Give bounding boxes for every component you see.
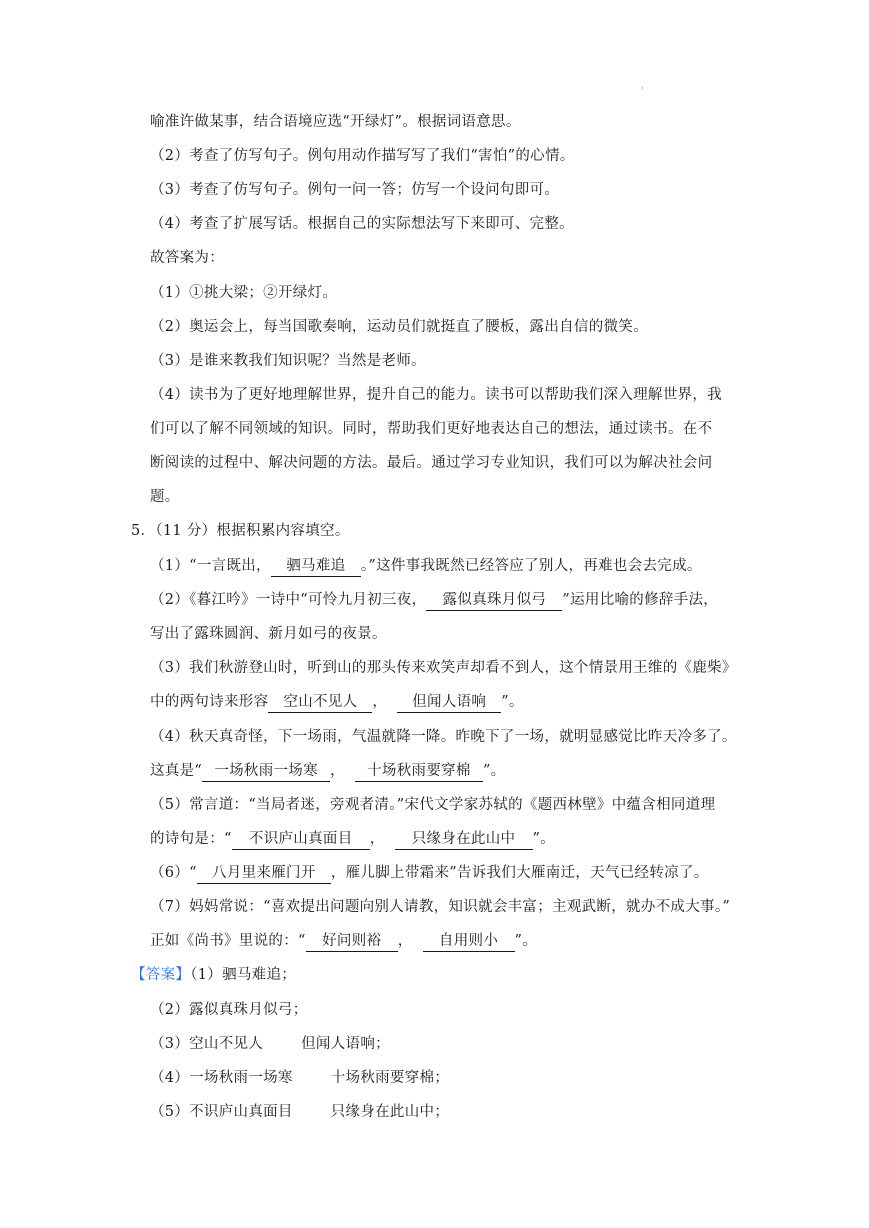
blank-answer: 驷马难追: [271, 557, 361, 577]
blank-answer: 空山不见人: [268, 693, 372, 713]
answer-5-1: 【答案】（1）驷马难追；: [131, 967, 297, 983]
analysis-line-0: 喻准许做某事，结合语境应选“开绿灯”。根据词语意思。: [150, 114, 521, 130]
q5-2: （2）《暮江吟》一诗中“可怜九月初三夜， 露似真珠月似弓 ”运用比喻的修辞手法，: [150, 590, 718, 611]
blank-answer: 只缘身在此山中: [395, 830, 533, 850]
q5-3: 中的两句诗来形容 空山不见人 ， 但闻人语响 ”。: [150, 692, 524, 713]
answer-4-3: （3）是谁来教我们知识呢？当然是老师。: [150, 353, 426, 369]
answer-4-1: （1）①挑大梁；②开绿灯。: [150, 285, 338, 301]
q5-4-line1: （4）秋天真奇怪，下一场雨，气温就降一降。昨晚下了一场，就明显感觉比昨天冷多了。: [150, 729, 737, 745]
analysis-line-1: （2）考查了仿写句子。例句用动作描写写了我们“害怕”的心情。: [150, 148, 575, 164]
q5-6: （6）“ 八月里来雁门开 ，雁儿脚上带霜来”告诉我们大雁南迁，天气已经转凉了。: [150, 863, 709, 884]
answer-5-4: （4）一场秋雨一场寒 十场秋雨要穿棉；: [150, 1070, 450, 1086]
answer-4-4-line4: 题。: [150, 489, 180, 505]
answer-tag: 【答案】: [131, 967, 191, 983]
header-mark: ·: [641, 84, 644, 93]
blank-answer: 自用则小: [423, 932, 515, 952]
analysis-line-3: （4）考查了扩展写话。根据自己的实际想法写下来即可、完整。: [150, 216, 574, 232]
q5-5-line1: （5）常言道：“当局者迷，旁观者清。”宋代文学家苏轼的《题西林壁》中蕴含相同道理: [150, 797, 716, 813]
q5-5: 的诗句是：“ 不识庐山真面目 ， 只缘身在此山中 ”。: [150, 829, 555, 850]
blank-answer: 但闻人语响: [397, 693, 501, 713]
q5-7: 正如《尚书》里说的：“ 好问则裕 ， 自用则小 ”。: [150, 931, 537, 952]
answer-4-4-line2: 们可以了解不同领域的知识。同时，帮助我们更好地表达自己的想法，通过读书。在不: [150, 421, 713, 437]
answer-4-4-line3: 断阅读的过程中、解决问题的方法。最后。通过学习专业知识，我们可以为解决社会问: [150, 455, 713, 471]
answer-4-4-line1: （4）读书为了更好地理解世界，提升自己的能力。读书可以帮助我们深入理解世界，我: [150, 387, 722, 403]
answer-5-3: （3）空山不见人 但闻人语响；: [150, 1036, 390, 1052]
answer-intro: 故答案为：: [150, 250, 224, 266]
q5-3-line1: （3）我们秋游登山时，听到山的那头传来欢笑声却看不到人，这个情景用王维的《鹿柴》: [150, 660, 737, 676]
answer-4-2: （2）奥运会上，每当国歌奏响，运动员们就挺直了腰板，露出自信的微笑。: [150, 319, 648, 335]
answer-5-2: （2）露似真珠月似弓；: [150, 1002, 308, 1018]
blank-answer: 好问则裕: [306, 932, 398, 952]
blank-answer: 十场秋雨要穿棉: [355, 762, 483, 782]
answer-5-5: （5）不识庐山真面目 只缘身在此山中；: [150, 1104, 450, 1120]
q5-4: 这真是“ 一场秋雨一场寒 ， 十场秋雨要穿棉 ”。: [150, 761, 505, 782]
blank-answer: 一场秋雨一场寒: [202, 762, 330, 782]
question-5-title: 5．（11 分）根据积累内容填空。: [131, 523, 350, 539]
q5-7-line1: （7）妈妈常说：“喜欢提出问题向别人请教，知识就会丰富；主观武断，就办不成大事。”: [150, 899, 731, 915]
blank-answer: 不识庐山真面目: [232, 830, 370, 850]
q5-1: （1）“一言既出， 驷马难追 。”这件事我既然已经答应了别人，再难也会去完成。: [150, 556, 702, 577]
q5-2-line2: 写出了露珠圆润、新月如弓的夜景。: [150, 626, 387, 642]
blank-answer: 露似真珠月似弓: [426, 591, 562, 611]
analysis-line-2: （3）考查了仿写句子。例句一问一答；仿写一个设问句即可。: [150, 182, 560, 198]
blank-answer: 八月里来雁门开: [197, 864, 331, 884]
